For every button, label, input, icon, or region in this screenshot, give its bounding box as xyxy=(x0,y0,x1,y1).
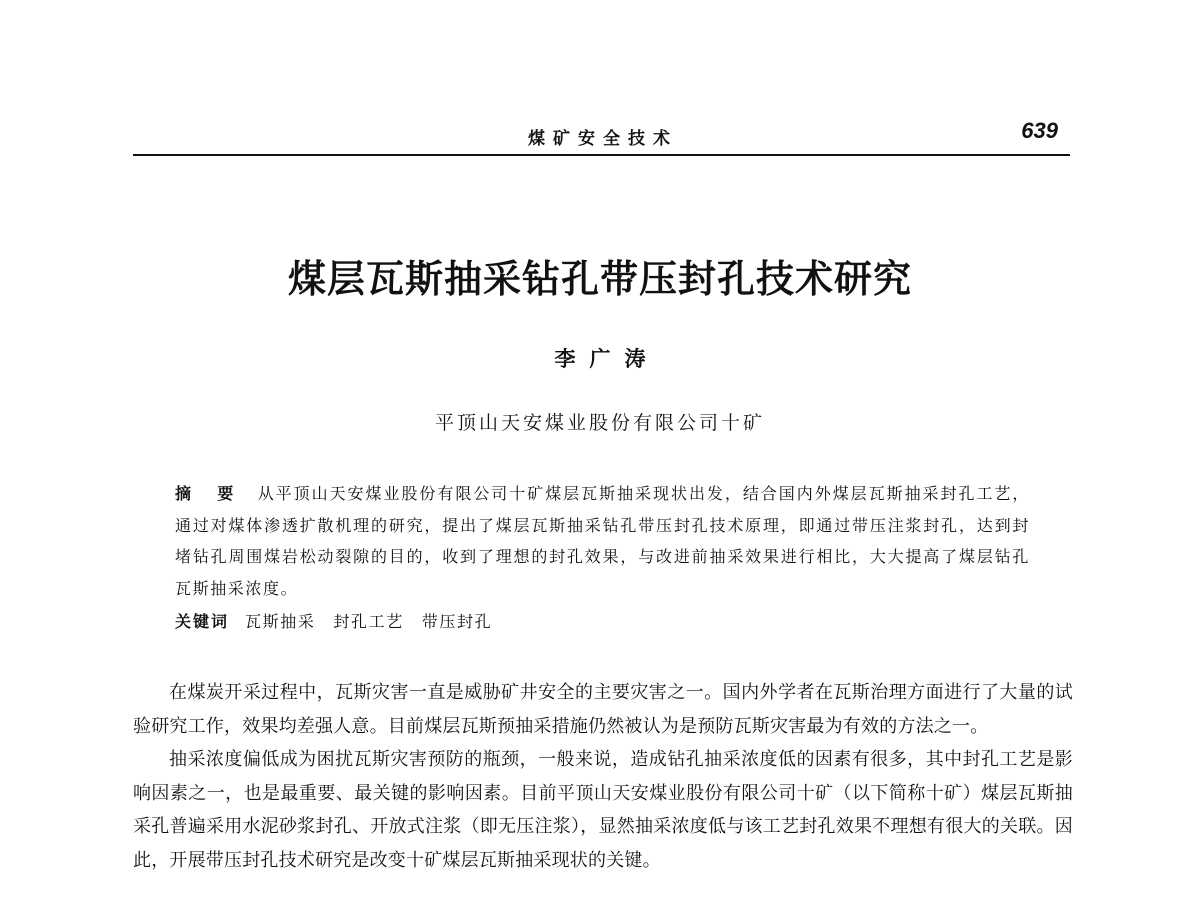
keywords-label: 关键词 xyxy=(175,612,230,631)
keywords xyxy=(175,606,1030,637)
body-paragraph: 抽采浓度偏低成为困扰瓦斯灾害预防的瓶颈，一般来说，造成钻孔抽采浓度低的因素有很多，其中封孔工艺是影响因素之一，也是最重要、最关键的影响因素。目前平顶山天安煤业股份有限公司十矿（以下简称十矿）煤层瓦斯抽采孔普遍采用水泥砂浆封孔、开放式注浆（即无压注浆），显然抽采浓度低与该工艺封孔效果不理想有很大的关联。因此，开展带压封孔技术研究是改变十矿煤层瓦斯抽采现状的关键。 xyxy=(133,749,1073,871)
page-number: 639 xyxy=(1021,118,1058,143)
keyword: 带压封孔 xyxy=(421,612,493,631)
body-text xyxy=(133,676,1073,877)
author-name: 李广涛 xyxy=(554,347,660,371)
article-title: 煤层瓦斯抽采钻孔带压封孔技术研究 xyxy=(287,257,912,301)
abstract-text: 从平顶山天安煤业股份有限公司十矿煤层瓦斯抽采现状出发，结合国内外煤层瓦斯抽采封孔工艺，通过对煤体渗透扩散机理的研究，提出了煤层瓦斯抽采钻孔带压封孔技术原理，即通过带压注浆封孔，达到封堵钻孔周围煤岩松动裂隙的目的，收到了理想的封孔效果，与改进前抽采效果进行相比，大大提高了煤层钻孔瓦斯抽采浓度。 xyxy=(175,484,1030,598)
abstract-label: 摘 要 xyxy=(175,484,244,503)
body-paragraph: 在煤炭开采过程中，瓦斯灾害一直是威胁矿井安全的主要灾害之一。国内外学者在瓦斯治理方面进行了大量的试验研究工作，效果均差强人意。目前煤层瓦斯预抽采措施仍然被认为是预防瓦斯灾害最为有效的方法之一。 xyxy=(133,682,1073,737)
running-head xyxy=(133,112,1070,156)
author-affiliation: 平顶山天安煤业股份有限公司十矿 xyxy=(434,412,765,434)
journal-name: 煤矿安全技术 xyxy=(528,129,678,149)
header-rule xyxy=(133,154,1070,156)
keyword: 瓦斯抽采 xyxy=(245,612,316,631)
keyword: 封孔工艺 xyxy=(333,612,404,631)
abstract xyxy=(175,478,1030,604)
